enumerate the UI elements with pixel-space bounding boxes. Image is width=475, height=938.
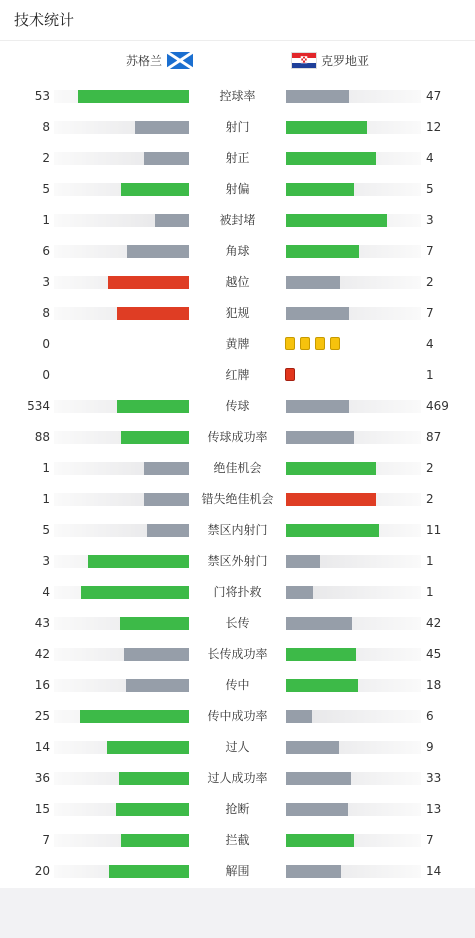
- croatia-flag-icon: [291, 52, 317, 69]
- home-bar: [135, 121, 189, 134]
- away-bar-track: [286, 524, 421, 537]
- away-value: 3: [426, 213, 434, 227]
- home-bar: [120, 617, 189, 630]
- stat-row: [0, 794, 475, 825]
- away-value: 1: [426, 368, 434, 382]
- stat-row: [0, 546, 475, 577]
- stat-row: [0, 329, 475, 360]
- away-bar-track: [286, 679, 421, 692]
- away-bar: [286, 648, 356, 661]
- home-value: 16: [34, 678, 50, 692]
- away-value: 1: [426, 554, 434, 568]
- home-bar-track: [54, 803, 189, 816]
- away-value: 9: [426, 740, 434, 754]
- home-value: 3: [42, 275, 50, 289]
- away-bar-track: [286, 214, 421, 227]
- stat-row: [0, 267, 475, 298]
- stat-row: [0, 515, 475, 546]
- home-bar-track: [54, 307, 189, 320]
- home-value: 43: [34, 616, 50, 630]
- home-value: 15: [34, 802, 50, 816]
- home-bar-track: [54, 90, 189, 103]
- home-team-header: [126, 49, 193, 71]
- away-team-header: [291, 49, 369, 71]
- page-title: 技术统计: [14, 11, 75, 29]
- away-value: 14: [426, 864, 442, 878]
- stat-label: 传球: [225, 399, 250, 413]
- away-bar: [286, 865, 341, 878]
- away-bar: [286, 183, 354, 196]
- home-value: 4: [42, 585, 50, 599]
- stat-row: [0, 422, 475, 453]
- away-bar-track: [286, 617, 421, 630]
- home-bar: [117, 400, 189, 413]
- home-bar-track: [54, 524, 189, 537]
- home-bar: [144, 462, 189, 475]
- stat-row: [0, 391, 475, 422]
- home-value: 88: [34, 430, 50, 444]
- away-bar: [286, 679, 358, 692]
- home-bar-track: [54, 865, 189, 878]
- stat-row: [0, 236, 475, 267]
- away-bar: [286, 803, 348, 816]
- home-value: 8: [42, 306, 50, 320]
- home-value: 3: [42, 554, 50, 568]
- away-value: 2: [426, 492, 434, 506]
- home-bar-track: [54, 462, 189, 475]
- home-bar-track: [54, 276, 189, 289]
- stat-row: [0, 453, 475, 484]
- away-bar: [286, 431, 354, 444]
- stat-label: 射偏: [225, 182, 250, 196]
- away-bar-track: [286, 276, 421, 289]
- yellow-card-icon: [315, 337, 325, 350]
- away-bar: [286, 493, 376, 506]
- home-value: 8: [42, 120, 50, 134]
- away-value: 7: [426, 306, 434, 320]
- home-bar-track: [54, 617, 189, 630]
- header-divider: [0, 40, 475, 41]
- away-bar: [286, 121, 367, 134]
- home-value: 5: [42, 182, 50, 196]
- away-bar: [286, 524, 379, 537]
- stat-label: 射门: [225, 120, 250, 134]
- red-card-icon: [285, 368, 295, 381]
- stat-label: 长传: [225, 616, 250, 630]
- home-bar: [80, 710, 189, 723]
- away-bar-track: [286, 586, 421, 599]
- away-bar: [286, 307, 349, 320]
- home-bar-track: [54, 245, 189, 258]
- stat-row: [0, 608, 475, 639]
- stat-row: [0, 825, 475, 856]
- away-bar: [286, 245, 359, 258]
- stat-label: 解围: [225, 864, 250, 878]
- away-cards: [285, 337, 340, 351]
- away-bar-track: [286, 400, 421, 413]
- away-bar: [286, 462, 376, 475]
- away-value: 6: [426, 709, 434, 723]
- stats-list: [0, 81, 475, 887]
- away-bar: [286, 834, 354, 847]
- away-bar: [286, 617, 352, 630]
- home-bar-track: [54, 741, 189, 754]
- stat-label: 黄牌: [225, 337, 250, 351]
- away-bar-track: [286, 245, 421, 258]
- home-value: 25: [34, 709, 50, 723]
- stat-row: [0, 639, 475, 670]
- away-bar: [286, 772, 351, 785]
- away-value: 4: [426, 151, 434, 165]
- away-bar-track: [286, 307, 421, 320]
- away-bar-track: [286, 493, 421, 506]
- stat-row: [0, 143, 475, 174]
- scotland-flag-icon: [167, 52, 193, 69]
- home-bar: [81, 586, 189, 599]
- away-bar: [286, 710, 312, 723]
- stat-label: 抢断: [225, 802, 250, 816]
- stat-row: [0, 856, 475, 887]
- stat-label: 门将扑救: [213, 585, 262, 599]
- home-value: 0: [42, 337, 50, 351]
- home-bar: [155, 214, 189, 227]
- yellow-card-icon: [285, 337, 295, 350]
- home-bar-track: [54, 214, 189, 227]
- home-bar: [126, 679, 189, 692]
- home-value: 14: [34, 740, 50, 754]
- home-bar-track: [54, 834, 189, 847]
- home-bar: [144, 152, 189, 165]
- stat-label: 传中成功率: [207, 709, 268, 723]
- home-bar-track: [54, 121, 189, 134]
- stat-label: 控球率: [219, 89, 256, 103]
- away-bar-track: [286, 462, 421, 475]
- away-bar: [286, 400, 349, 413]
- home-bar-track: [54, 586, 189, 599]
- away-value: 4: [426, 337, 434, 351]
- home-bar: [119, 772, 189, 785]
- home-value: 534: [27, 399, 50, 413]
- away-bar: [286, 214, 387, 227]
- stat-row: [0, 360, 475, 391]
- away-bar: [286, 741, 339, 754]
- home-bar: [116, 803, 189, 816]
- away-team-name: 克罗地亚: [321, 53, 370, 68]
- home-bar: [121, 431, 189, 444]
- away-value: 45: [426, 647, 442, 661]
- stat-label: 传中: [225, 678, 250, 692]
- home-value: 53: [34, 89, 50, 103]
- home-bar-track: [54, 183, 189, 196]
- home-bar-track: [54, 648, 189, 661]
- stat-label: 禁区内射门: [207, 523, 268, 537]
- away-bar-track: [286, 803, 421, 816]
- stat-row: [0, 205, 475, 236]
- yellow-card-icon: [330, 337, 340, 350]
- away-bar-track: [286, 741, 421, 754]
- home-value: 20: [34, 864, 50, 878]
- away-bar-track: [286, 772, 421, 785]
- home-value: 36: [34, 771, 50, 785]
- away-value: 33: [426, 771, 442, 785]
- away-value: 13: [426, 802, 442, 816]
- home-bar-track: [54, 679, 189, 692]
- home-bar: [124, 648, 189, 661]
- stat-row: [0, 701, 475, 732]
- away-value: 42: [426, 616, 442, 630]
- stat-row: [0, 484, 475, 515]
- stat-label: 过人: [225, 740, 250, 754]
- stat-label: 红牌: [225, 368, 250, 382]
- away-value: 5: [426, 182, 434, 196]
- away-value: 12: [426, 120, 442, 134]
- stat-row: [0, 670, 475, 701]
- away-bar-track: [286, 183, 421, 196]
- stat-label: 错失绝佳机会: [201, 492, 274, 506]
- home-bar-track: [54, 152, 189, 165]
- home-value: 7: [42, 833, 50, 847]
- away-bar: [286, 152, 376, 165]
- home-value: 42: [34, 647, 50, 661]
- away-bar-track: [286, 152, 421, 165]
- away-value: 47: [426, 89, 442, 103]
- away-value: 18: [426, 678, 442, 692]
- home-bar-track: [54, 555, 189, 568]
- stat-row: [0, 174, 475, 205]
- stat-label: 射正: [225, 151, 250, 165]
- away-bar-track: [286, 710, 421, 723]
- home-value: 6: [42, 244, 50, 258]
- stat-row: [0, 732, 475, 763]
- away-bar-track: [286, 121, 421, 134]
- stat-label: 犯规: [225, 306, 250, 320]
- stat-row: [0, 298, 475, 329]
- stat-label: 越位: [225, 275, 250, 289]
- away-bar-track: [286, 648, 421, 661]
- away-value: 2: [426, 275, 434, 289]
- stat-row: [0, 112, 475, 143]
- away-bar-track: [286, 90, 421, 103]
- home-bar-track: [54, 772, 189, 785]
- home-value: 1: [42, 461, 50, 475]
- home-value: 1: [42, 492, 50, 506]
- away-bar: [286, 90, 349, 103]
- home-value: 2: [42, 151, 50, 165]
- away-cards: [285, 368, 295, 382]
- away-bar-track: [286, 834, 421, 847]
- home-bar-track: [54, 710, 189, 723]
- away-bar-track: [286, 555, 421, 568]
- away-bar-track: [286, 865, 421, 878]
- home-value: 5: [42, 523, 50, 537]
- stat-label: 长传成功率: [207, 647, 268, 661]
- away-bar: [286, 276, 340, 289]
- stat-row: [0, 763, 475, 794]
- home-bar-track: [54, 431, 189, 444]
- away-value: 7: [426, 244, 434, 258]
- home-bar: [121, 183, 189, 196]
- home-team-name: 苏格兰: [126, 53, 163, 68]
- away-bar-track: [286, 431, 421, 444]
- away-bar: [286, 586, 313, 599]
- home-bar: [117, 307, 189, 320]
- stat-label: 拦截: [225, 833, 250, 847]
- stat-label: 绝佳机会: [213, 461, 262, 475]
- home-bar: [144, 493, 189, 506]
- home-bar: [107, 741, 189, 754]
- home-bar: [78, 90, 189, 103]
- stat-label: 角球: [225, 244, 250, 258]
- away-value: 1: [426, 585, 434, 599]
- stat-label: 禁区外射门: [207, 554, 268, 568]
- away-value: 11: [426, 523, 442, 537]
- home-bar: [88, 555, 189, 568]
- away-bar: [286, 555, 320, 568]
- stat-label: 被封堵: [219, 213, 256, 227]
- home-value: 1: [42, 213, 50, 227]
- home-bar: [127, 245, 189, 258]
- away-value: 469: [426, 399, 449, 413]
- stat-label: 过人成功率: [207, 771, 268, 785]
- stat-label: 传球成功率: [207, 430, 268, 444]
- home-bar: [108, 276, 189, 289]
- home-bar: [109, 865, 189, 878]
- yellow-card-icon: [300, 337, 310, 350]
- home-value: 0: [42, 368, 50, 382]
- away-value: 87: [426, 430, 442, 444]
- home-bar: [147, 524, 189, 537]
- home-bar-track: [54, 493, 189, 506]
- stat-row: [0, 577, 475, 608]
- away-value: 7: [426, 833, 434, 847]
- home-bar: [121, 834, 189, 847]
- home-bar-track: [54, 400, 189, 413]
- stat-row: [0, 81, 475, 112]
- away-value: 2: [426, 461, 434, 475]
